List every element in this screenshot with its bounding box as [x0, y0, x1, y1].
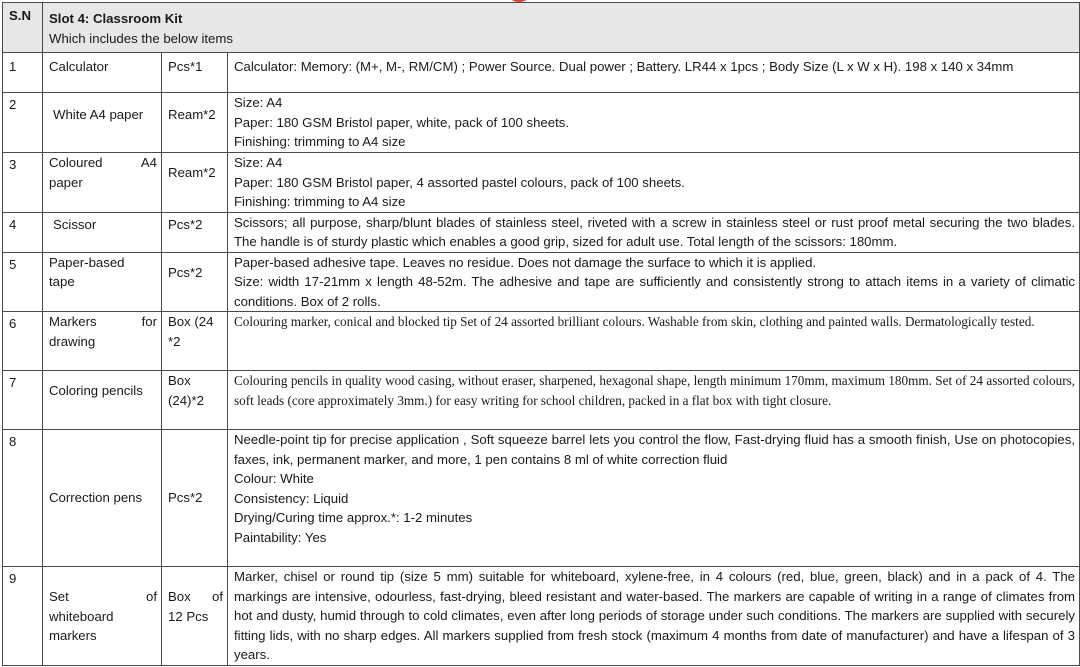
sn-header: S.N: [3, 3, 43, 53]
table-row: [3, 53, 1080, 93]
item-name: [43, 312, 162, 371]
qty-line: (24)*2: [168, 392, 204, 408]
spec-line: Drying/Curing time approx.*: 1-2 minutes: [234, 510, 473, 525]
spec-line: Paper: 180 GSM Bristol paper, white, pack of 100 sheets.: [234, 114, 569, 130]
item-qty: Ream*2: [162, 153, 228, 213]
spec-line: Paper: 180 GSM Bristol paper, 4 assorted pastel colours, pack of 100 sheets.: [234, 174, 685, 190]
table-row: [3, 93, 1080, 153]
item-spec: Scissors; all purpose, sharp/blunt blades of stainless steel, riveted with a screw in stainless steel or rust proof metal securing the two blades. The handle is of sturdy plastic which enables a good grip, sized for adult use. Total length of the scissors: 180mm.: [228, 212, 1080, 252]
spec-line: Paintability: Yes: [234, 529, 327, 545]
qty-line: Box of: [168, 589, 223, 604]
row-sn: 1: [3, 53, 43, 93]
spec-line: Colour: White: [234, 471, 314, 486]
header-row: [3, 3, 1080, 53]
item-name: Scissor: [43, 212, 162, 252]
item-qty: Pcs*2: [162, 252, 228, 312]
item-name-line: paper: [49, 174, 83, 190]
item-spec: Marker, chisel or round tip (size 5 mm) suitable for whiteboard, xylene-free, in 4 colours (red, blue, green, black) and in a pack of 4. The markings are intensive, odourless, fast-drying, bleed resistant and water-based. The markers are capable of writing in a range of climates from hot and dusty, humid through to cold climates, even after long periods of storage under such conditions. The markers are supplied with securely fitting lids, with no sharp edges. All markers supplied from fresh stock (maximum 4 months from date of manufacturer) and have a lifespan of 3 years.: [228, 567, 1080, 666]
item-spec: [228, 53, 1080, 93]
spec-line: Size: A4: [234, 95, 283, 110]
item-name: Calculator: [43, 53, 162, 93]
item-name: Correction pens: [43, 430, 162, 567]
table-row: [3, 252, 1080, 312]
item-spec: [228, 93, 1080, 153]
spec-line: Consistency: Liquid: [234, 490, 349, 506]
qty-line: 12 Pcs: [168, 608, 209, 624]
row-sn: 3: [3, 153, 43, 213]
spec-paragraph: Size: width 17-21mm x length 48-52m. The adhesive and tape are sufficiently and consistently strong to attach items in a variety of climatic conditions. Box of 2 rolls.: [234, 274, 1076, 309]
item-name-line: Markers for: [49, 314, 157, 329]
item-name-line: whiteboard: [49, 608, 114, 624]
table-row: [3, 312, 1080, 371]
item-qty: Pcs*1: [162, 53, 228, 93]
item-name-line: Set of: [49, 589, 157, 604]
spec-line: Paper-based adhesive tape. Leaves no residue. Does not damage the surface to which it is applied.: [234, 254, 817, 270]
spec-line: Finishing: trimming to A4 size: [234, 194, 406, 209]
row-sn: 9: [3, 567, 43, 666]
item-name-line: Paper-based: [49, 254, 125, 270]
item-qty: Pcs*2: [162, 212, 228, 252]
slot-subtitle: Which includes the below items: [49, 30, 233, 46]
item-name: [43, 252, 162, 312]
spec-line: Calculator: Memory: (M+, M-, RM/CM) ; Power Source. Dual power ; Battery. LR44 x 1pcs ; Body Size (L x W x H). 198 x 140 x 34mm: [234, 59, 1014, 74]
qty-line: *2: [168, 333, 181, 349]
row-sn: 4: [3, 212, 43, 252]
classroom-kit-table: [2, 2, 1080, 666]
spec-paragraph: Needle-point tip for precise application , Soft squeeze barrel lets you control the flow, Fast-drying fluid has a smooth finish, Use on photocopies, faxes, ink, permanent marker, and more, 1 pen contains 8 ml of white correction fluid: [234, 432, 1076, 467]
table-row: [3, 430, 1080, 567]
item-name-line: drawing: [49, 333, 96, 349]
row-sn: 2: [3, 93, 43, 153]
qty-line: Box: [168, 373, 191, 388]
row-sn: 5: [3, 252, 43, 312]
item-name-line: markers: [49, 628, 97, 643]
row-sn: 7: [3, 371, 43, 430]
spec-line: Finishing: trimming to A4 size: [234, 134, 406, 149]
row-sn: 6: [3, 312, 43, 371]
table-row: [3, 371, 1080, 430]
row-sn: 8: [3, 430, 43, 567]
item-qty: [162, 371, 228, 430]
item-qty: [162, 567, 228, 666]
spec-line: Size: A4: [234, 155, 283, 170]
item-name: [43, 153, 162, 213]
item-spec: [228, 252, 1080, 312]
item-spec: Colouring marker, conical and blocked tip Set of 24 assorted brilliant colours. Washable from skin, clothing and painted walls. Dermatologically tested.: [228, 312, 1080, 371]
item-spec: [228, 430, 1080, 567]
qty-line: Box (24: [168, 314, 214, 329]
item-name: White A4 paper: [43, 93, 162, 153]
table-row: [3, 212, 1080, 252]
item-spec: [228, 153, 1080, 213]
item-spec: Colouring pencils in quality wood casing, without eraser, sharpened, hexagonal shape, length minimum 170mm, maximum 180mm. Set of 24 assorted colours, soft leads (core approximately 3mm.) for easy writing for school children, packed in a flat box with tight closure.: [228, 371, 1080, 430]
table-row: [3, 567, 1080, 666]
slot-title: Slot 4: Classroom Kit: [49, 11, 183, 26]
table-row: [3, 153, 1080, 213]
item-name: [43, 567, 162, 666]
item-name: Coloring pencils: [43, 371, 162, 430]
item-qty: [162, 312, 228, 371]
slot-header: [43, 3, 1080, 53]
item-name-line: tape: [49, 274, 75, 289]
item-qty: Pcs*2: [162, 430, 228, 567]
item-name-line: Coloured A4: [49, 155, 157, 170]
item-qty: Ream*2: [162, 93, 228, 153]
